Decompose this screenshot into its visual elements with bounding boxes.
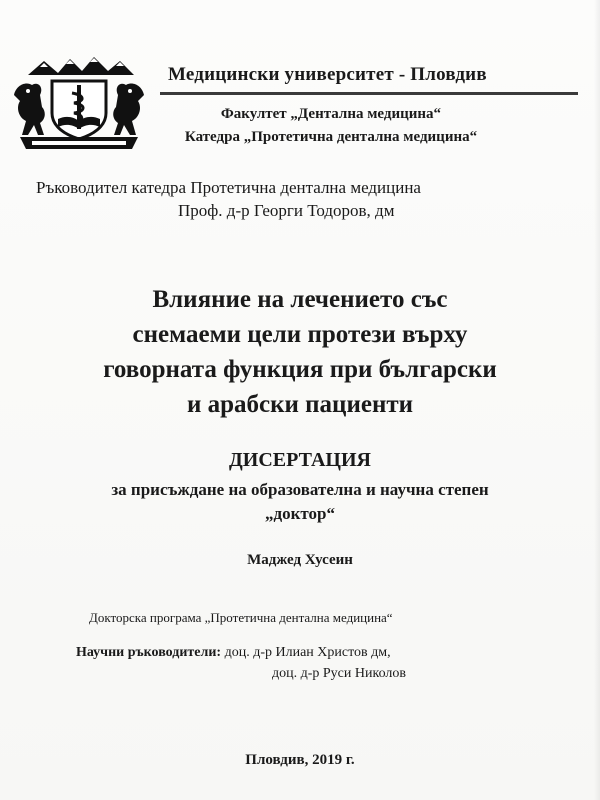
place-and-year: Пловдив, 2019 г. (245, 752, 355, 768)
degree-purpose: за присъждане на образователна и научна степен (111, 480, 489, 499)
dissertation-label: ДИСЕРТАЦИЯ (229, 449, 371, 471)
title-line: говорната функция при български (103, 356, 497, 383)
dissertation-title (0, 282, 600, 422)
supervisors-label: Научни ръководители: (76, 645, 222, 660)
author-name: Маджед Хусеин (247, 552, 353, 568)
supervisor-second: доц. д-р Руси Николов (272, 666, 406, 681)
degree-name: „доктор“ (265, 504, 335, 523)
department-name: Катедра „Протетична дентална медицина“ (184, 129, 478, 145)
doctoral-program: Докторска програма „Протетична дентална медицина“ (89, 610, 393, 625)
title-line: снемаеми цели протези върху (132, 321, 468, 348)
dissertation-subtitle (0, 478, 600, 526)
scan-edge-shadow (594, 0, 600, 800)
university-name: Медицински университет - Пловдив (168, 64, 487, 85)
supervisors (76, 645, 391, 661)
department-head-name: Проф. д-р Георги Тодоров, дм (178, 201, 395, 220)
faculty-name: Факултет „Дентална медицина“ (220, 106, 442, 122)
department-head-title: Ръководител катедра Протетична дентална медицина (36, 178, 421, 197)
supervisor-first: доц. д-р Илиан Христов дм, (224, 645, 391, 660)
title-line: и арабски пациенти (186, 391, 414, 418)
header-divider (160, 92, 578, 95)
title-line: Влияние на лечението със (152, 286, 448, 313)
